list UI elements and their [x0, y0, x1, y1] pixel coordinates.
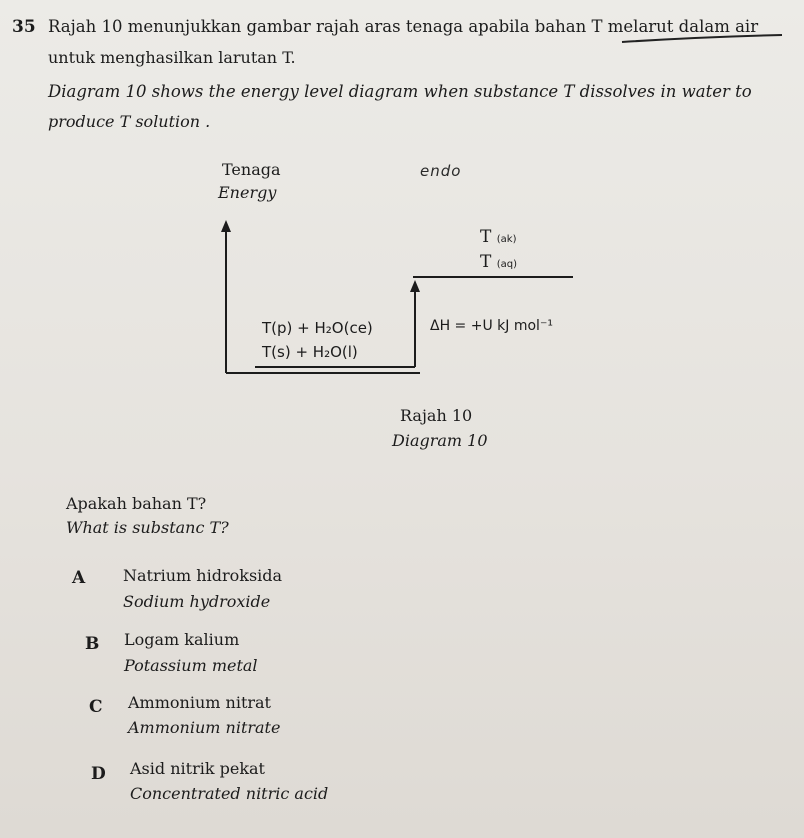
option-text-malay: Natrium hidroksida [123, 566, 283, 585]
option-text-english: Ammonium nitrate [128, 718, 281, 737]
reactant-label-malay: T(p) + H₂O(ce) [262, 319, 373, 337]
product-state-english: (aq) [496, 259, 518, 270]
y-axis-label-malay: Tenaga [222, 160, 281, 179]
option-text-malay: Asid nitrik pekat [130, 759, 265, 778]
prompt-malay: Apakah bahan T? [66, 494, 207, 513]
option-text-malay: Logam kalium [124, 630, 240, 649]
energy-axis-arrowhead [221, 220, 231, 232]
enthalpy-change-label: ΔH = +U kJ mol⁻¹ [430, 318, 553, 334]
prompt-english: What is substanc T? [66, 518, 229, 537]
handwritten-underline [622, 35, 782, 42]
handwritten-note: endo [420, 162, 462, 180]
option-letter: B [85, 634, 100, 654]
delta-h-arrowhead [410, 280, 420, 292]
y-axis-label-english: Energy [218, 183, 277, 202]
product-label-english [480, 252, 517, 275]
stem-malay-line-2: untuk menghasilkan larutan T. [48, 48, 296, 67]
option-text-english: Potassium metal [124, 656, 258, 675]
stem-malay-line-1: Rajah 10 menunjukkan gambar rajah aras tenaga apabila bahan T melarut dalam air [48, 17, 759, 36]
product-state-malay: (ak) [496, 234, 517, 245]
option-text-english: Concentrated nitric acid [130, 784, 329, 803]
diagram-caption-malay: Rajah 10 [400, 406, 473, 425]
product-label-malay [480, 227, 516, 250]
option-letter: C [89, 697, 103, 717]
option-text-malay: Ammonium nitrat [128, 693, 271, 712]
product-symbol-malay: T [480, 227, 492, 247]
stem-english-line-2: produce T solution . [48, 112, 211, 131]
option-letter: D [91, 764, 106, 784]
option-text-english: Sodium hydroxide [123, 592, 271, 611]
option-letter: A [72, 568, 86, 588]
product-symbol-english: T [480, 252, 492, 272]
stem-english-line-1: Diagram 10 shows the energy level diagram when substance T dissolves in water to [48, 82, 752, 101]
reactant-label-english: T(s) + H₂O(l) [262, 343, 358, 361]
question-number: 35 [12, 17, 36, 37]
diagram-caption-english: Diagram 10 [392, 431, 488, 450]
